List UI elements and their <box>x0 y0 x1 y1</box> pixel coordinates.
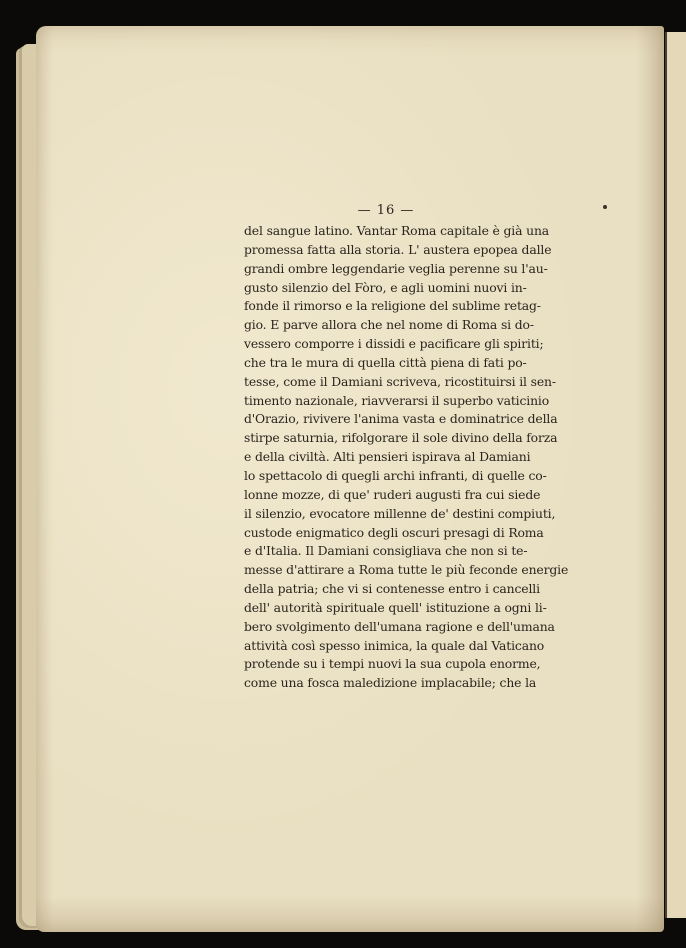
text-line-4: gusto silenzio del Fòro, e agli uomini nuovi in- <box>244 279 527 295</box>
adjacent-page-edge <box>665 32 686 918</box>
text-line-21: dell' autorità spirituale quell' istituzione a ogni li- <box>244 599 547 615</box>
text-line-19: messe d'attirare a Roma tutte le più feconde energie <box>244 562 569 578</box>
ink-spot <box>603 205 607 209</box>
text-line-1: del sangue latino. Vantar Roma capitale è già una <box>244 223 550 238</box>
text-line-7: vessero comporre i dissidi e pacificare gli spiriti; <box>244 336 544 352</box>
text-line-10: timento nazionale, riavverarsi il superbo vaticinio <box>244 392 550 408</box>
page-text-block <box>244 200 569 693</box>
text-line-8: che tra le mura di quella città piena di fati po- <box>244 354 527 370</box>
text-line-18: e d'Italia. Il Damiani consigliava che non si te- <box>244 543 528 559</box>
text-line-5: fonde il rimorso e la religione del sublime retag- <box>244 298 541 314</box>
text-line-6: gio. E parve allora che nel nome di Roma si do- <box>244 317 534 333</box>
text-line-14: lo spettacolo di quegli archi infranti, di quelle co- <box>244 467 547 483</box>
text-line-23: attività così spesso inimica, la quale dal Vaticano <box>244 637 545 653</box>
text-line-3: grandi ombre leggendarie veglia perenne su l'au- <box>244 260 548 276</box>
text-line-22: bero svolgimento dell'umana ragione e dell'umana <box>244 618 555 634</box>
text-line-12: stirpe saturnia, rifolgorare il sole divino della forza <box>244 430 558 446</box>
text-line-13: e della civiltà. Alti pensieri ispirava al Damiani <box>244 449 531 465</box>
body-text <box>244 222 569 693</box>
text-line-9: tesse, come il Damiani scriveva, ricostituirsi il sen- <box>244 373 556 389</box>
page-number: — 16 — <box>357 203 415 218</box>
text-line-17: custode enigmatico degli oscuri presagi di Roma <box>244 524 544 540</box>
text-line-15: lonne mozze, di que' ruderi augusti fra cui siede <box>244 486 541 502</box>
text-line-11: d'Orazio, rivivere l'anima vasta e dominatrice della <box>244 411 558 427</box>
text-line-16: il silenzio, evocatore millenne de' destini compiuti, <box>244 505 556 521</box>
text-line-25: come una fosca maledizione implacabile; che la <box>244 675 537 691</box>
text-line-24: protende su i tempi nuovi la sua cupola enorme, <box>244 656 541 672</box>
text-line-2: promessa fatta alla storia. L' austera epopea dalle <box>244 241 552 257</box>
text-line-20: della patria; che vi si contenesse entro i cancelli <box>244 581 540 597</box>
